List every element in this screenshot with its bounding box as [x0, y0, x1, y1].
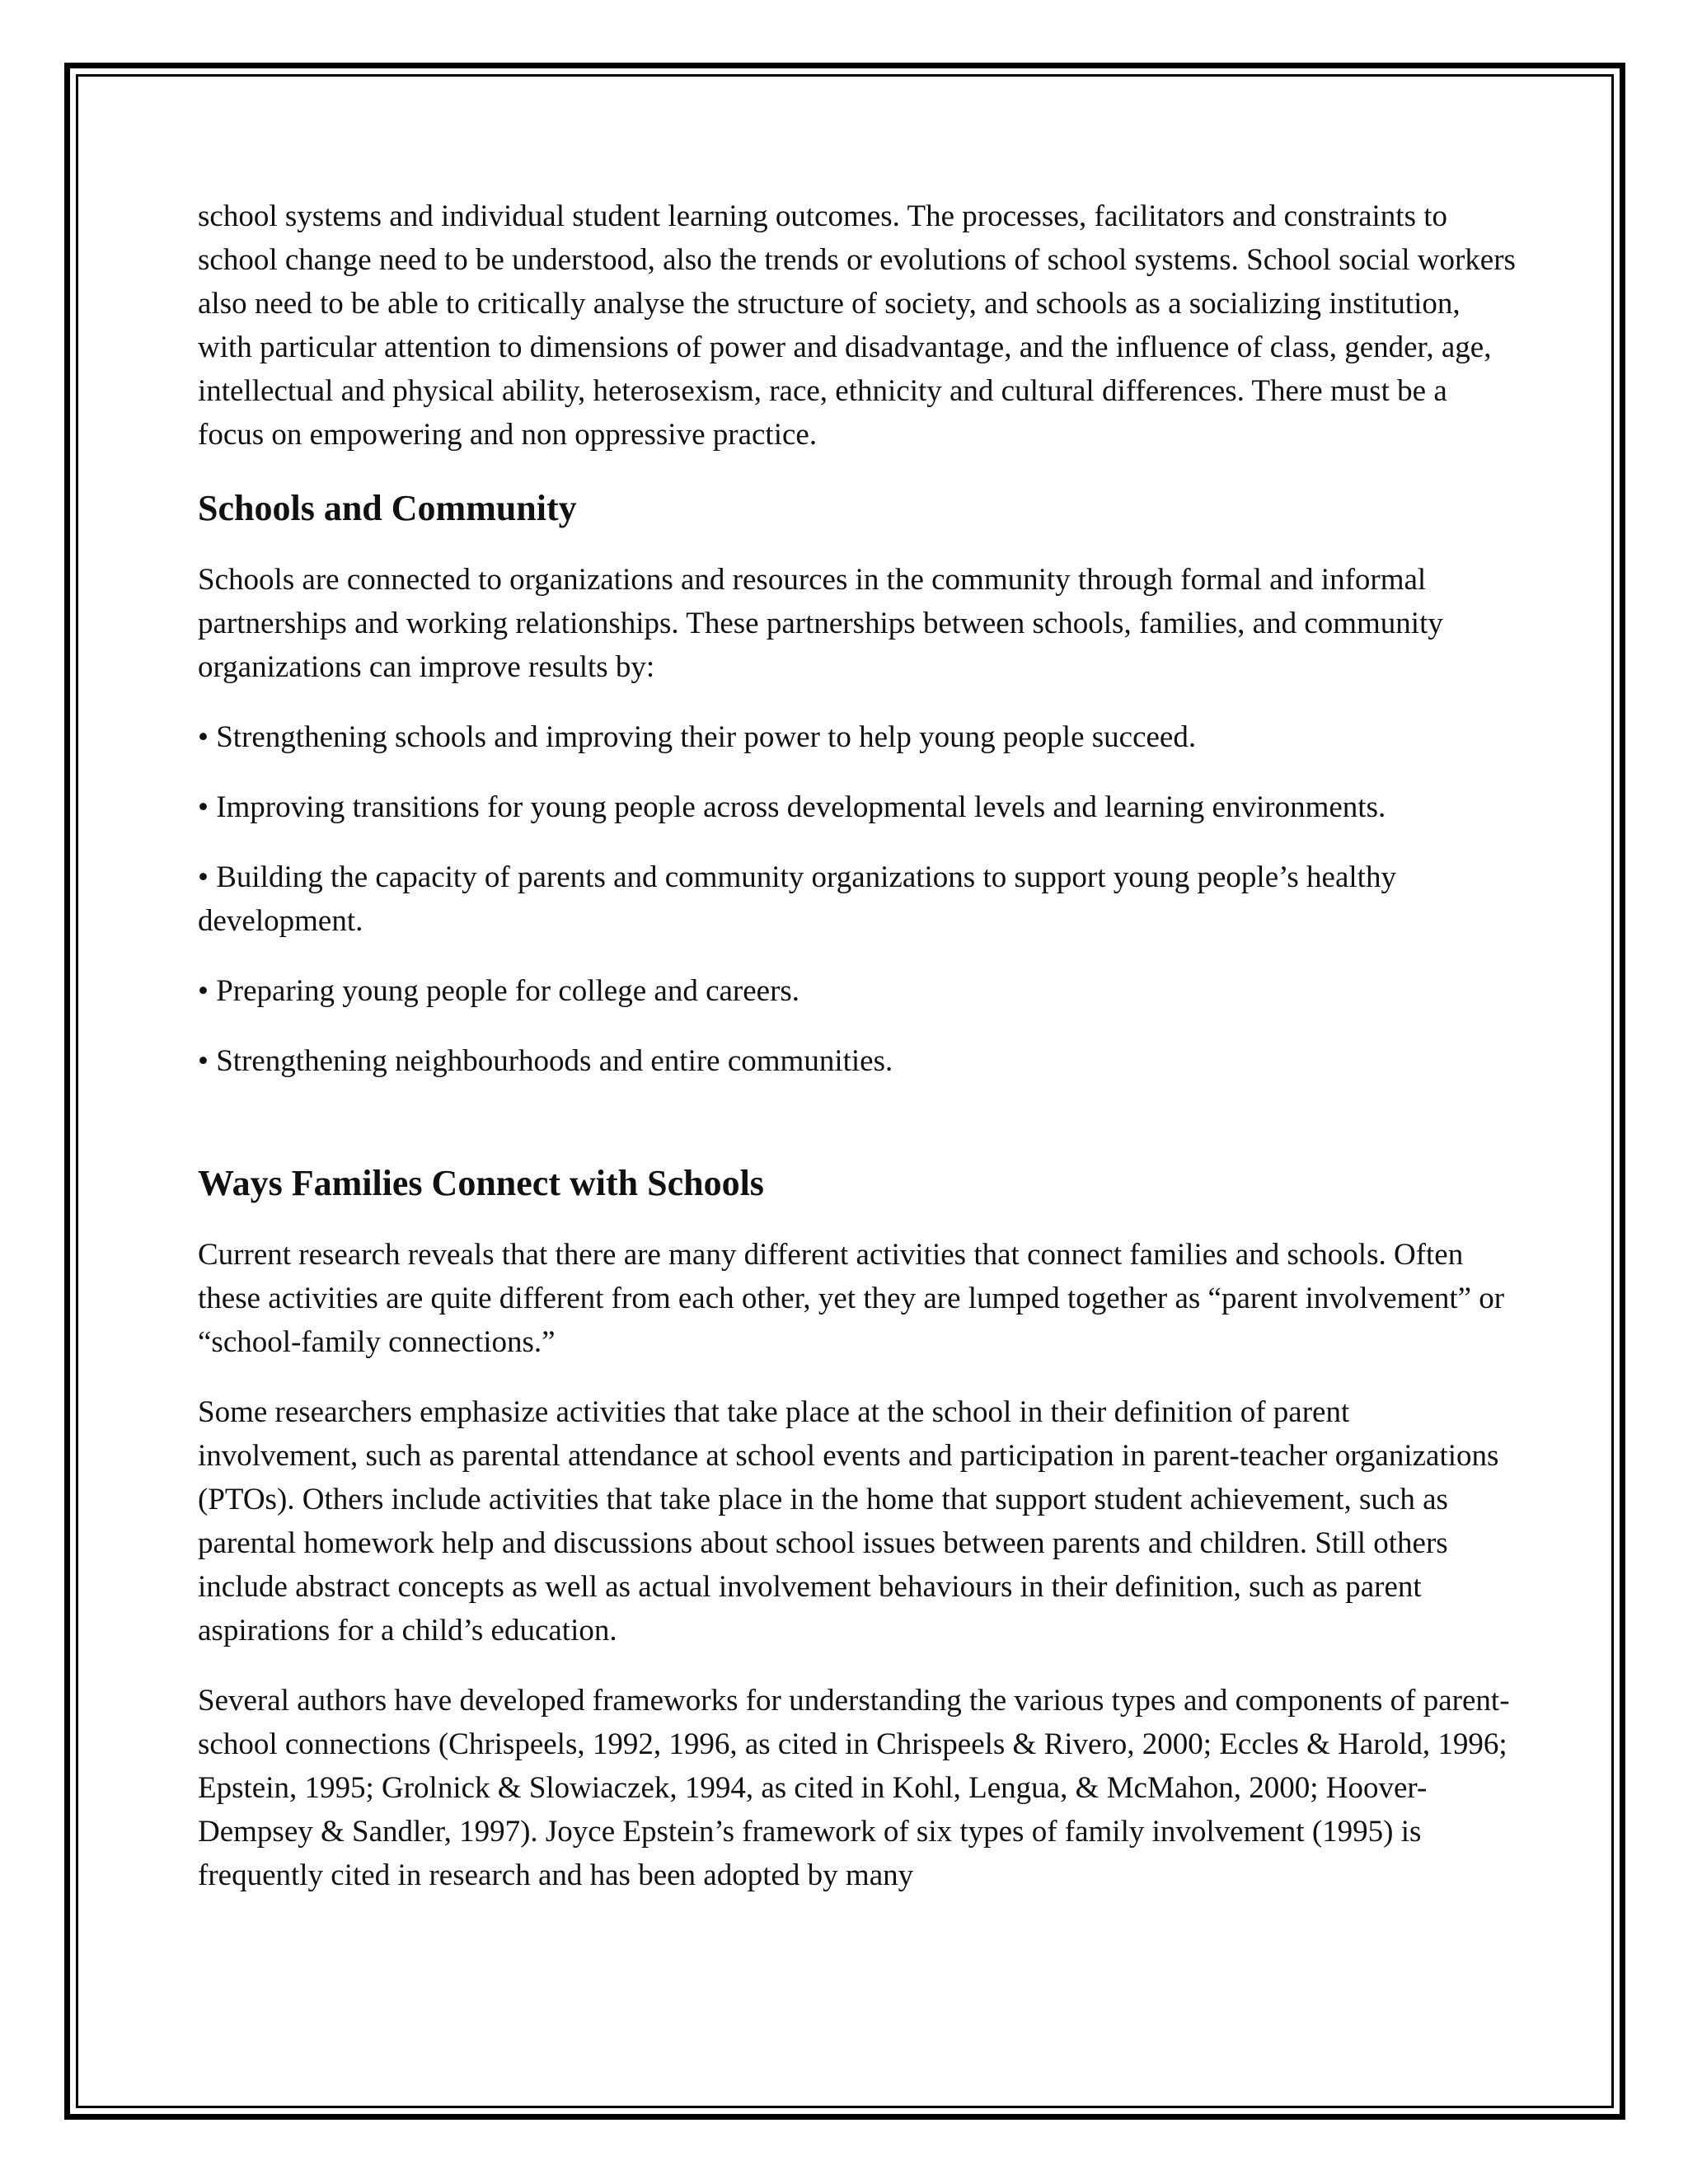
section-intro-paragraph: Schools are connected to organizations and resources in the community through formal and informal partnerships and working relationships. These partnerships between schools, families, and community organizations can improve results by:	[198, 563, 1443, 684]
bullet-item: • Strengthening schools and improving their power to help young people succeed.	[198, 720, 1197, 754]
bullet-item: • Improving transitions for young people across developmental levels and learning environments.	[198, 790, 1386, 824]
bullet-item: • Building the capacity of parents and community organizations to support young people’s healthy development.	[198, 860, 1396, 938]
bullet-item: • Preparing young people for college and careers.	[198, 974, 800, 1008]
section-heading-ways-families-connect: Ways Families Connect with Schools	[198, 1163, 764, 1203]
page-content	[198, 194, 1517, 1897]
section-heading-schools-and-community: Schools and Community	[198, 488, 577, 528]
body-paragraph: Several authors have developed frameworks for understanding the various types and components of parent-school connections (Chrispeels, 1992, 1996, as cited in Chrispeels & Rivero, 2000; Eccles & Harold, 1996; Epstein, 1995; Grolnick & Slowiaczek, 1994, as cited in Kohl, Lengua, & McMahon, 2000; Hoover-Dempsey & Sandler, 1997). Joyce Epstein’s framework of six types of family involvement (1995) is frequently cited in research and has been adopted by many	[198, 1684, 1510, 1892]
bullet-item: • Strengthening neighbourhoods and entire communities.	[198, 1044, 893, 1078]
body-paragraph: Current research reveals that there are many different activities that connect families and schools. Often these activities are quite different from each other, yet they are lumped together as “parent involvement” or “school-family connections.”	[198, 1238, 1505, 1359]
intro-paragraph: school systems and individual student learning outcomes. The processes, facilitators and constraints to school change need to be understood, also the trends or evolutions of school systems. School social workers also need to be able to critically analyse the structure of society, and schools as a socializing institution, with particular attention to dimensions of power and disadvantage, and the influence of class, gender, age, intellectual and physical ability, heterosexism, race, ethnicity and cultural differences. There must be a focus on empowering and non oppressive practice.	[198, 199, 1516, 452]
body-paragraph: Some researchers emphasize activities that take place at the school in their definition of parent involvement, such as parental attendance at school events and participation in parent-teacher organizations (PTOs). Others include activities that take place in the home that support student achievement, such as parental homework help and discussions about school issues between parents and children. Still others include abstract concepts as well as actual involvement behaviours in their definition, such as parent aspirations for a child’s education.	[198, 1395, 1499, 1647]
